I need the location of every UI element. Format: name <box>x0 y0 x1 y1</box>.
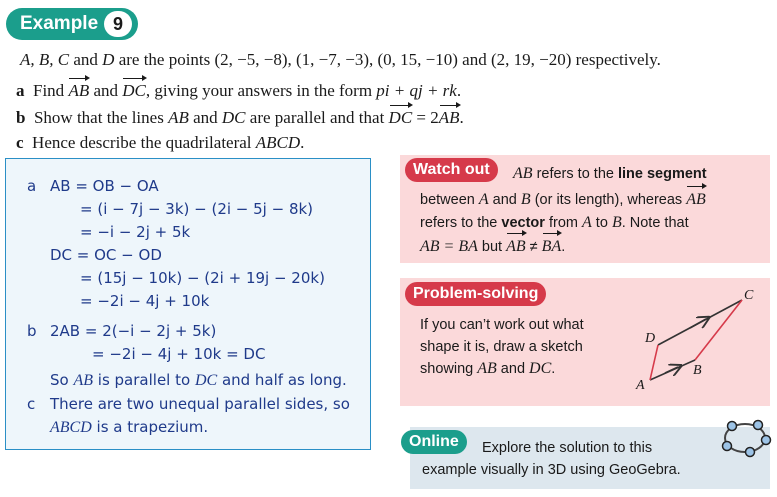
solution-line-9: So AB is parallel to DC and half as long. <box>50 371 347 389</box>
solution-a-label: a <box>27 177 37 195</box>
watch-out-line-3: refers to the vector from A to B. Note that <box>420 214 689 231</box>
watch-out-tag: Watch out <box>405 158 498 182</box>
solution-line-3: = −i − 2j + 5k <box>80 223 191 241</box>
solution-line-8: = −2i − 4j + 10k = DC <box>92 345 266 363</box>
point-d-label: D <box>645 331 656 346</box>
solution-line-6: = −2i − 4j + 10k <box>80 292 210 310</box>
question-b: b Show that the lines AB and DC are parallel and that DC = 2AB. <box>16 108 464 127</box>
online-tag: Online <box>401 430 467 454</box>
problem-solving-line-1: If you can’t work out what <box>420 317 584 333</box>
question-c: c Hence describe the quadrilateral ABCD. <box>16 133 305 152</box>
watch-out-line-1: AB refers to the line segment <box>513 165 707 182</box>
online-line-1: Explore the solution to this <box>482 440 653 456</box>
segment-da <box>650 345 658 380</box>
watch-out-line-2: between A and B (or its length), whereas AB <box>420 188 706 212</box>
solution-line-7: 2AB = 2(−i − 2j + 5k) <box>50 322 217 340</box>
online-line-2[interactable]: example visually in 3D using GeoGebra. <box>422 462 681 478</box>
problem-solving-line-2: shape it is, draw a sketch <box>420 339 583 355</box>
solution-line-4: DC = OC − OD <box>50 246 162 264</box>
question-a: a Find AB and DC, giving your answers in the form pi + qj + rk. <box>16 81 462 100</box>
solution-line-10: There are two unequal parallel sides, so <box>50 395 350 413</box>
solution-b-label: b <box>27 322 37 340</box>
solution-line-11: ABCD is a trapezium. <box>50 418 209 436</box>
segment-cb <box>695 300 742 360</box>
point-b-label: B <box>693 363 702 378</box>
problem-solving-line-3: showing AB and DC. <box>420 360 556 377</box>
quadrilateral-sketch <box>620 285 770 400</box>
solution-c-label: c <box>27 395 36 413</box>
point-c-label: C <box>744 288 754 303</box>
arrow-ab <box>665 367 678 373</box>
arrow-dc <box>690 319 706 328</box>
point-a-label: A <box>636 378 645 393</box>
solution-line-5: = (15j − 10k) − (2i + 19j − 20k) <box>80 269 325 287</box>
question-intro: A, B, C and D are the points (2, −5, −8), (1, −7, −3), (0, 15, −10) and (2, 19, −20) respectively. <box>20 50 661 69</box>
problem-solving-tag: Problem-solving <box>405 282 546 306</box>
example-label: Example <box>20 13 99 34</box>
solution-line-1: AB = OB − OA <box>50 177 159 195</box>
watch-out-line-4: AB = BA but AB ≠ BA. <box>420 235 565 259</box>
solution-line-2: = (i − 7j − 3k) − (2i − 5j − 8k) <box>80 200 314 218</box>
example-number: 9 <box>104 11 132 37</box>
geogebra-icon[interactable] <box>718 418 772 458</box>
